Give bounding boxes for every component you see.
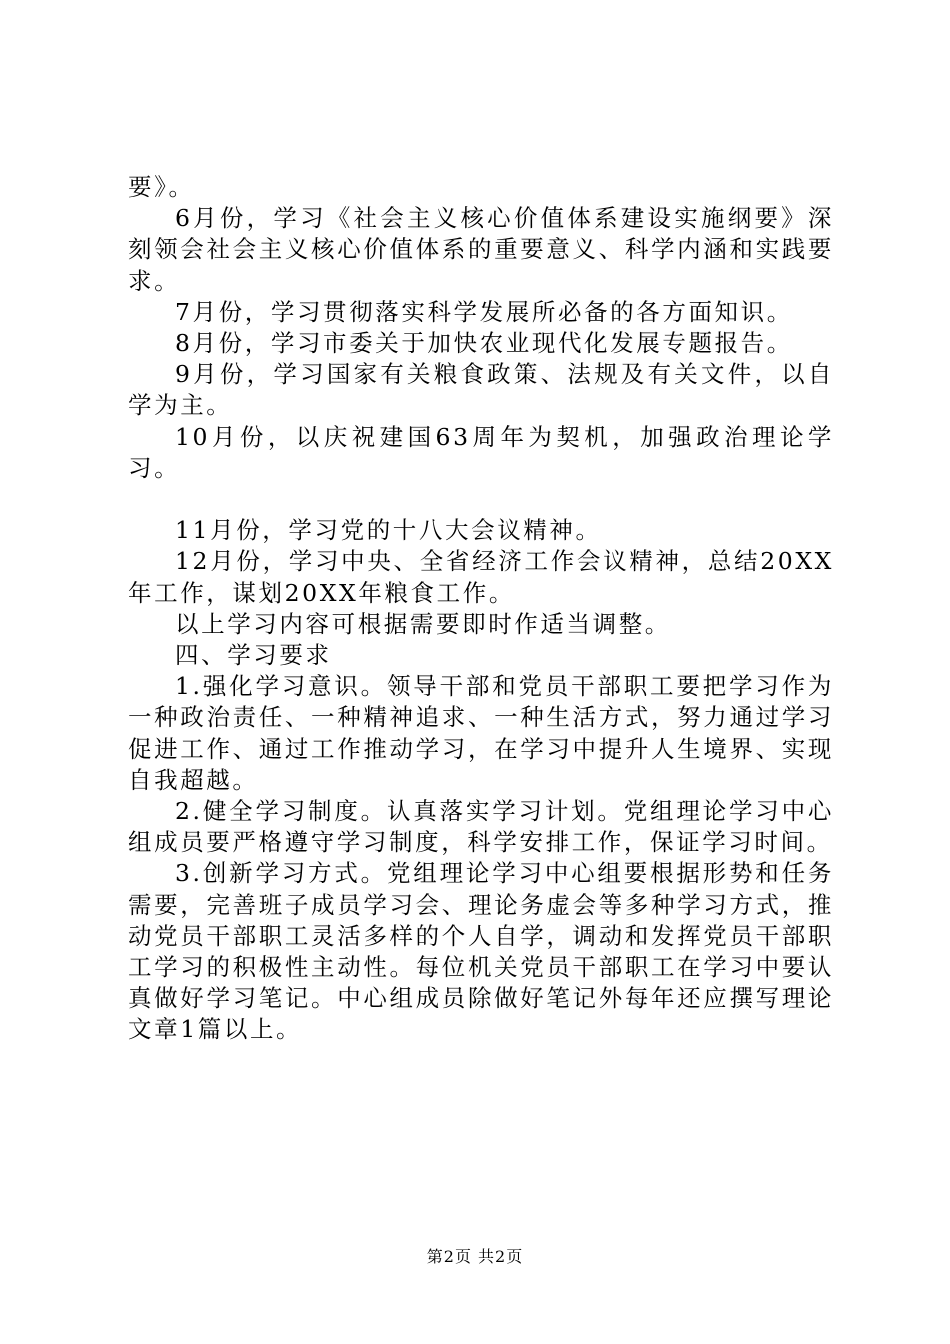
paragraph-july: 7月份，学习贯彻落实科学发展所必备的各方面知识。 [175,297,793,326]
page-footer: 第2页 共2页 [426,1247,524,1266]
requirement-1: 1.强化学习意识。领导干部和党员干部职工要把学习作为一种政治责任、一种精神追求、一种生活方式，努力通过学习促进工作、通过工作推动学习，在学习中提升人生境界、实现自我超越。 [128,672,834,794]
paragraph-november: 11月份，学习党的十八大会议精神。 [175,516,602,545]
paragraph-october: 10月份，以庆祝建国63周年为契机，加强政治理论学习。 [128,422,834,482]
requirement-2: 2.健全学习制度。认真落实学习计划。党组理论学习中心组成员要严格遵守学习制度，科学安排工作，保证学习时间。 [128,797,834,857]
paragraph-continuation: 要》。 [128,173,195,201]
document-body [128,172,834,1046]
paragraph-adjustment-note: 以上学习内容可根据需要即时作适当调整。 [175,609,671,638]
section-heading-requirements: 四、学习要求 [175,641,332,670]
paragraph-june: 6月份，学习《社会主义核心价值体系建设实施纲要》深刻领会社会主义核心价值体系的重要意义、科学内涵和实践要求。 [128,204,834,295]
requirement-3: 3.创新学习方式。党组理论学习中心组要根据形势和任务需要，完善班子成员学习会、理论务虚会等多种学习方式，推动党员干部职工灵活多样的个人自学，调动和发挥党员干部职工学习的积极性主动性。每位机关党员干部职工在学习中要认真做好学习笔记。中心组成员除做好笔记外每年还应撰写理论文章1篇以上。 [128,859,834,1044]
paragraph-december: 12月份，学习中央、全省经济工作会议精神，总结20XX年工作，谋划20XX年粮食工作。 [128,547,834,607]
paragraph-september: 9月份，学习国家有关粮食政策、法规及有关文件，以自学为主。 [128,360,834,420]
blank-line [128,484,834,515]
paragraph-august: 8月份，学习市委关于加快农业现代化发展专题报告。 [175,329,793,358]
